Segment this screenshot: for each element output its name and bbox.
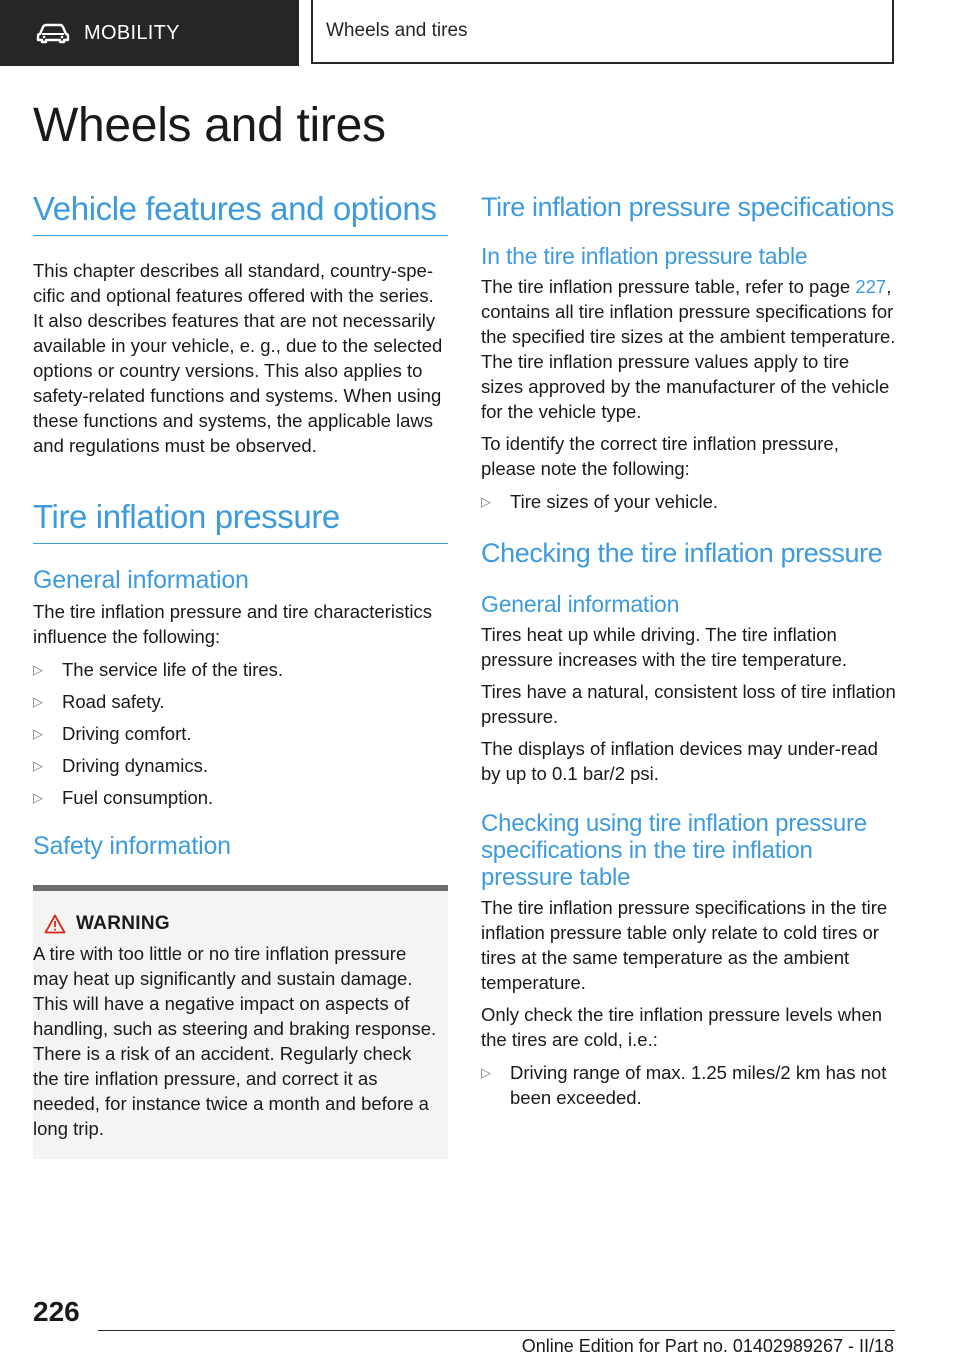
checking-using-heading: Checking using tire inflation pressure specifications in the tire inflation pressure table bbox=[481, 810, 867, 891]
triangle-bullet-icon: ▷ bbox=[33, 726, 43, 741]
warning-title: WARNING bbox=[76, 913, 170, 934]
checking-list bbox=[481, 1060, 896, 1110]
triangle-bullet-icon: ▷ bbox=[481, 1065, 491, 1080]
list-item: ▷ Fuel consumption. bbox=[33, 787, 214, 808]
page-number: 226 bbox=[33, 1296, 80, 1327]
page-header bbox=[0, 0, 960, 66]
triangle-bullet-icon: ▷ bbox=[33, 662, 43, 677]
triangle-bullet-icon: ▷ bbox=[33, 790, 43, 805]
footer-divider bbox=[98, 1330, 895, 1331]
warning-header bbox=[33, 913, 439, 935]
list-item: ▷ Driving comfort. bbox=[33, 723, 192, 744]
warning-box bbox=[33, 885, 448, 1159]
left-column bbox=[33, 190, 448, 1159]
vehicle-features-body: This chapter describes all standard, country-specific and optional features offered with the series. It also describes features that are not necessarily available in your vehicle, e. g., due to the selected options or country versions. This also applies to safety-related functions and systems. When using these functions and systems, the applicable laws and regulations must be observed. bbox=[33, 260, 443, 456]
influence-list bbox=[33, 657, 448, 810]
specs-body-2: To identify the correct tire inflation pressure, please note the following: bbox=[481, 433, 839, 479]
general-info-heading: General information bbox=[33, 566, 249, 594]
list-item: ▷ Tire sizes of your vehicle. bbox=[481, 491, 719, 512]
checking-p2: Tires have a natural, consistent loss of tire inflation pressure. bbox=[481, 681, 896, 727]
list-item: ▷ Driving range of max. 1.25 miles/2 km has not been exceeded. bbox=[481, 1062, 887, 1108]
specs-subheading: In the tire inflation pressure table bbox=[481, 243, 808, 269]
section-label: MOBILITY bbox=[84, 21, 180, 44]
checking-general-heading: General information bbox=[481, 591, 680, 617]
checking-p4: The tire inflation pressure specifications in the tire inflation pressure table only relate to cold tires or tires at the same temperature as the ambient temperature. bbox=[481, 897, 888, 993]
checking-p1: Tires heat up while driving. The tire inflation pressure increases with the tire temperature. bbox=[481, 624, 848, 670]
tire-pressure-heading: Tire inflation pressure bbox=[33, 498, 448, 544]
safety-info-heading: Safety information bbox=[33, 832, 231, 860]
edition-text: Online Edition for Part no. 01402989267 - II/18 bbox=[521, 1336, 894, 1356]
checking-p5: Only check the tire inflation pressure levels when the tires are cold, i.e.: bbox=[481, 1004, 883, 1050]
list-item: ▷ The service life of the tires. bbox=[33, 659, 284, 680]
right-column bbox=[481, 190, 896, 1117]
car-icon bbox=[36, 22, 70, 44]
breadcrumb[interactable] bbox=[311, 0, 894, 64]
specs-heading: Tire inflation pressure specifications bbox=[481, 192, 894, 222]
triangle-bullet-icon: ▷ bbox=[33, 758, 43, 773]
triangle-bullet-icon: ▷ bbox=[481, 494, 491, 509]
warning-triangle-icon bbox=[44, 914, 66, 934]
breadcrumb-label: Wheels and tires bbox=[326, 20, 468, 41]
vehicle-features-heading: Vehicle features and options bbox=[33, 190, 448, 236]
section-tab[interactable] bbox=[0, 0, 299, 66]
checking-heading: Checking the tire inflation pressure bbox=[481, 538, 883, 568]
specs-body-1: The tire inflation pressure table, refer to page 227, contains all tire inflation pressure specifications for the specified tire sizes at the ambient temperature. The tire inflation pressure values apply to tire sizes approved by the manufacturer of the vehicle for the vehicle type. bbox=[481, 276, 896, 422]
warning-body: A tire with too little or no tire inflation pressure may heat up significantly and sustain damage. This will have a negative impact on aspects of handling, such as steering and braking response. There is a risk of an accident. Regularly check the tire inflation pressure, and correct it as needed, for instance twice a month and before a long trip. bbox=[33, 943, 437, 1139]
checking-p3: The displays of inflation devices may under-read by up to 0.1 bar/2 psi. bbox=[481, 738, 878, 784]
specs-list bbox=[481, 489, 896, 514]
triangle-bullet-icon: ▷ bbox=[33, 694, 43, 709]
page-link[interactable]: 227 bbox=[855, 276, 887, 297]
page-title: Wheels and tires bbox=[33, 99, 386, 152]
list-item: ▷ Road safety. bbox=[33, 691, 165, 712]
general-info-body: The tire inflation pressure and tire characteristics influence the following: bbox=[33, 601, 432, 647]
list-item: ▷ Driving dynamics. bbox=[33, 755, 208, 776]
